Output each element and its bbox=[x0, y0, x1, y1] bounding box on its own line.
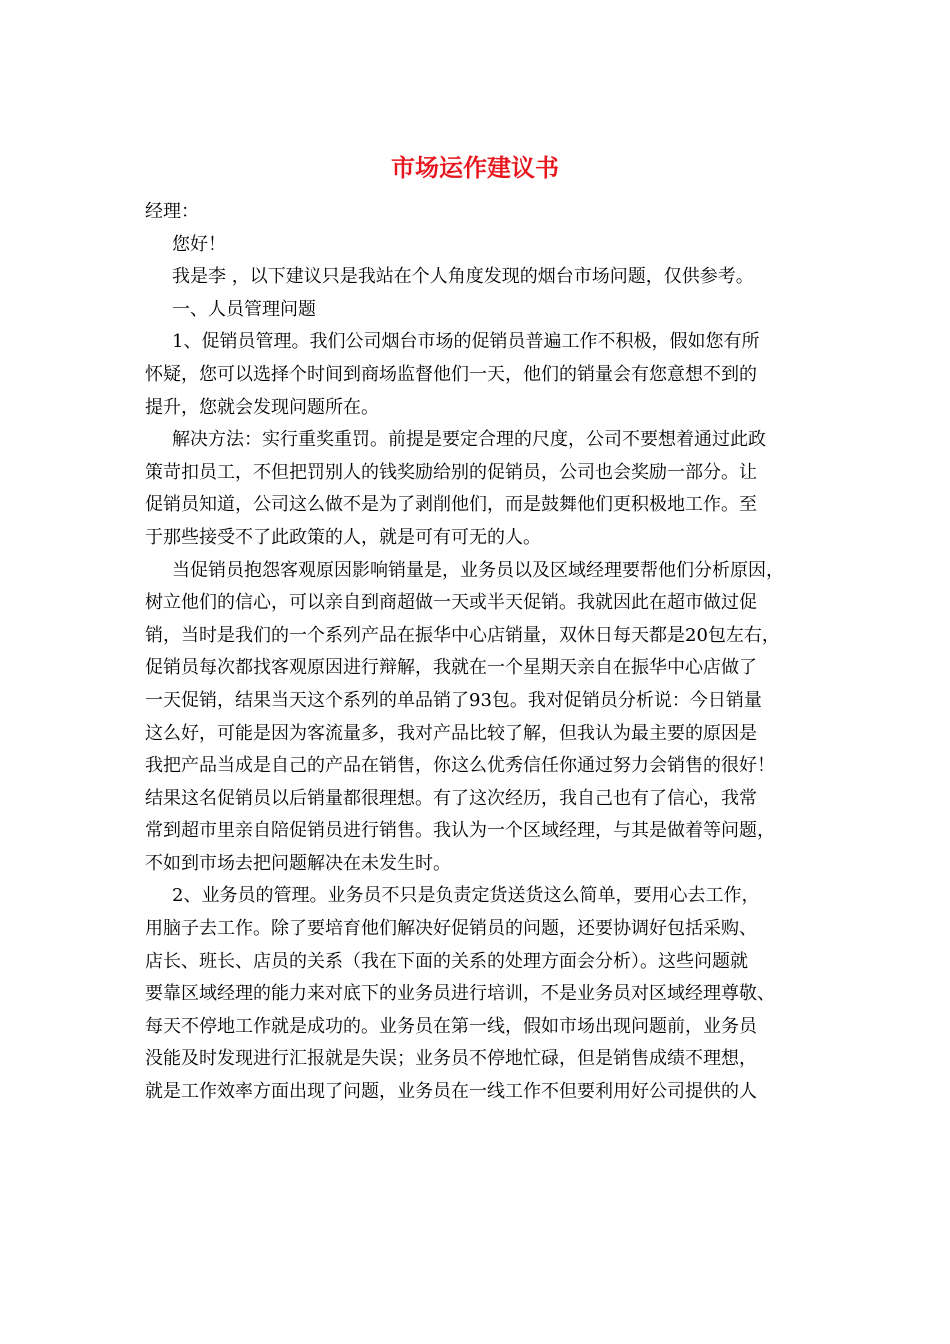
body-line: 销，当时是我们的一个系列产品在振华中心店销量，双休日每天都是20包左右， bbox=[145, 624, 780, 646]
body-line: 怀疑，您可以选择个时间到商场监督他们一天，他们的销量会有您意想不到的 bbox=[145, 363, 757, 385]
body-line: 促销员知道，公司这么做不是为了剥削他们，而是鼓舞他们更积极地工作。至 bbox=[145, 494, 757, 516]
body-line: 1、促销员管理。我们公司烟台市场的促销员普遍工作不积极，假如您有所 bbox=[172, 331, 760, 353]
body-line: 树立他们的信心，可以亲自到商超做一天或半天促销。我就因此在超市做过促 bbox=[145, 592, 757, 614]
body-line: 解决方法：实行重奖重罚。前提是要定合理的尺度，公司不要想着通过此政 bbox=[172, 429, 766, 451]
body-line: 就是工作效率方面出现了问题，业务员在一线工作不但要利用好公司提供的人 bbox=[145, 1081, 757, 1103]
document-body bbox=[145, 196, 817, 1109]
body-line: 每天不停地工作就是成功的。业务员在第一线，假如市场出现问题前，业务员 bbox=[145, 1015, 757, 1037]
body-line: 常到超市里亲自陪促销员进行销售。我认为一个区域经理，与其是做着等问题， bbox=[145, 820, 775, 842]
body-line: 用脑子去工作。除了要培育他们解决好促销员的问题，还要协调好包括采购、 bbox=[145, 918, 757, 940]
body-line: 2、业务员的管理。业务员不只是负责定货送货这么简单，要用心去工作， bbox=[172, 885, 760, 907]
body-line: 没能及时发现进行汇报就是失误；业务员不停地忙碌，但是销售成绩不理想， bbox=[145, 1048, 757, 1070]
body-line: 不如到市场去把问题解决在未发生时。 bbox=[145, 852, 451, 874]
body-line: 一天促销，结果当天这个系列的单品销了93包。我对促销员分析说：今日销量 bbox=[145, 689, 762, 711]
body-line: 我把产品当成是自己的产品在销售，你这么优秀信任你通过努力会销售的很好！ bbox=[145, 755, 775, 777]
salutation: 经理： bbox=[145, 201, 199, 222]
body-line: 一、人员管理问题 bbox=[172, 298, 316, 320]
body-line: 促销员每次都找客观原因进行辩解，我就在一个星期天亲自在振华中心店做了 bbox=[145, 657, 757, 679]
body-line: 要靠区域经理的能力来对底下的业务员进行培训，不是业务员对区域经理尊敬、 bbox=[145, 983, 775, 1005]
body-line: 这么好，可能是因为客流量多，我对产品比较了解，但我认为最主要的原因是 bbox=[145, 722, 757, 744]
body-line: 结果这名促销员以后销量都很理想。有了这次经历，我自己也有了信心，我常 bbox=[145, 787, 757, 809]
body-line: 提升，您就会发现问题所在。 bbox=[145, 396, 379, 418]
document-title: 市场运作建议书 bbox=[391, 153, 559, 182]
body-line: 于那些接受不了此政策的人，就是可有可无的人。 bbox=[145, 526, 541, 548]
body-line: 当促销员抱怨客观原因影响销量是，业务员以及区域经理要帮他们分析原因， bbox=[172, 559, 784, 581]
body-lines bbox=[145, 229, 817, 1109]
body-line: 店长、班长、店员的关系（我在下面的关系的处理方面会分析）。这些问题就 bbox=[145, 950, 748, 972]
body-line: 您好！ bbox=[172, 233, 226, 255]
body-line: 策苛扣员工，不但把罚别人的钱奖励给别的促销员，公司也会奖励一部分。让 bbox=[145, 461, 757, 483]
body-line: 我是李 ，以下建议只是我站在个人角度发现的烟台市场问题，仅供参考。 bbox=[172, 266, 754, 288]
